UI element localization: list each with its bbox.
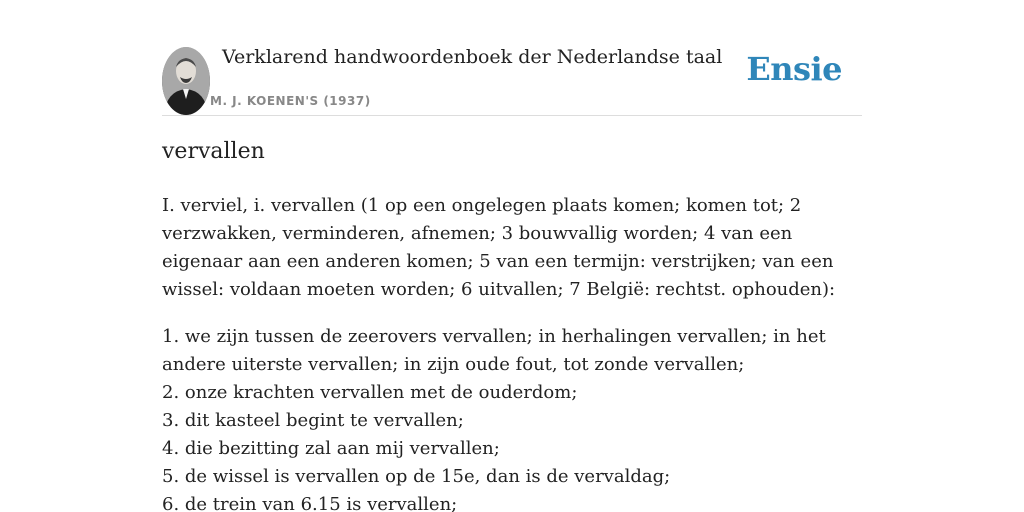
example-item: 2. onze krachten vervallen met de ouderdom; xyxy=(162,382,578,403)
example-item: 6. de trein van 6.15 is vervallen; xyxy=(162,494,458,512)
book-author: M. J. KOENEN'S (1937) xyxy=(210,94,371,108)
entry-title: vervallen xyxy=(162,139,265,164)
entry-definition: I. verviel, i. vervallen (1 op een ongelegen plaats komen; komen tot; 2 verzwakken, verminderen, afnemen; 3 bouwvallig worden; 4 van een eigenaar aan een anderen komen; 5 van een termijn: verstrijken; van een wissel: voldaan moeten worden; 6 uitvallen; 7 België: rechtst. ophouden): xyxy=(162,195,836,300)
example-item: 5. de wissel is vervallen op de 15e, dan is de vervaldag; xyxy=(162,466,671,487)
content-container xyxy=(162,0,862,512)
dictionary-header xyxy=(162,0,862,116)
portrait-image xyxy=(162,47,210,115)
book-title[interactable]: Verklarend handwoordenboek der Nederlandse taal xyxy=(222,46,723,68)
example-item: 1. we zijn tussen de zeerovers vervallen; in herhalingen vervallen; in het andere uiterste vervallen; in zijn oude fout, tot zonde vervallen; xyxy=(162,326,826,375)
ensie-logo[interactable]: Ensie xyxy=(746,50,842,88)
example-item: 4. die bezitting zal aan mij vervallen; xyxy=(162,438,500,459)
entry-examples xyxy=(162,323,862,512)
example-item: 3. dit kasteel begint te vervallen; xyxy=(162,410,464,431)
author-portrait[interactable] xyxy=(162,47,210,115)
